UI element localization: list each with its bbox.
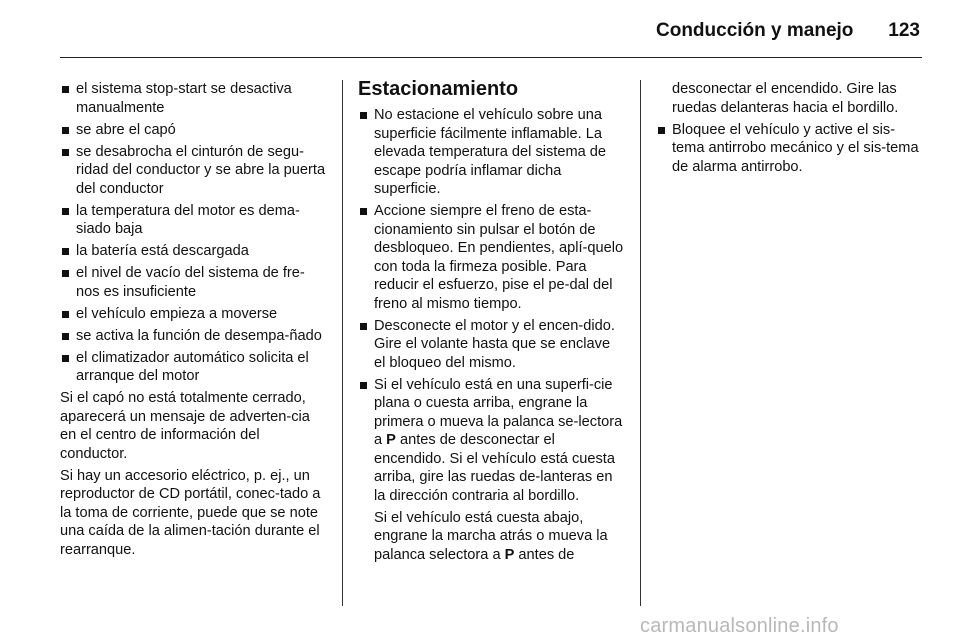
page-number: 123 [888, 20, 920, 41]
list-item: la batería está descargada [60, 242, 328, 261]
column-2 [358, 80, 624, 568]
list-item [358, 376, 624, 506]
list-item: la temperatura del motor es dema-siado baja [60, 202, 328, 239]
list-item: se desabrocha el cinturón de segu-ridad del conductor y se abre la puerta del conductor [60, 143, 328, 199]
column-divider-1 [342, 80, 343, 606]
section-title: Estacionamiento [358, 78, 519, 100]
list-item: el vehículo empieza a moverse [60, 305, 328, 324]
continuation-text: desconectar el encendido. Gire las ruedas delanteras hacia el bordillo. [672, 81, 899, 116]
column-divider-2 [640, 80, 641, 606]
condition-list [60, 80, 328, 386]
list-item: el sistema stop-start se desactiva manualmente [60, 80, 328, 117]
list-item: el nivel de vacío del sistema de fre-nos es insuficiente [60, 264, 328, 301]
gear-p-label: P [504, 546, 515, 563]
watermark: carmanualsonline.info [640, 615, 839, 637]
page-header [60, 0, 922, 60]
text-run: Si el vehículo está cuesta abajo, engrane la marcha atrás o mueva la palanca selectora a [374, 509, 608, 563]
text-run: antes de [514, 546, 575, 563]
text-run: Si el vehículo está en una superfi-cie plana o cuesta arriba, engrane la primera o mueva la palanca se-lectora a [374, 376, 623, 448]
list-item: el climatizador automático solicita el arranque del motor [60, 349, 328, 386]
parking-list-continued [656, 121, 922, 177]
paragraph: Si hay un accesorio eléctrico, p. ej., un reproductor de CD portátil, conec-tado a la toma de corriente, puede que se note una caída de la alimen-tación durante el rearranque. [60, 467, 321, 558]
list-item: Bloquee el vehículo y active el sis-tema antirrobo mecánico y el sis-tema de alarma antirrobo. [656, 121, 922, 177]
list-item: Accione siempre el freno de esta-cionamiento sin pulsar el botón de desbloqueo. En pendientes, aplí-quelo con toda la firmeza posible. Para reducir el esfuerzo, pise el pe-dal del freno al mismo tiempo. [358, 202, 624, 313]
text-run: antes de desconectar el encendido. Si el vehículo está cuesta arriba, gire las ruedas de-lanteras en la dirección contraria al bordillo. [374, 432, 615, 504]
list-item: se activa la función de desempa-ñado [60, 327, 328, 346]
parking-list [358, 106, 624, 564]
column-3 [656, 80, 922, 180]
paragraph: Si el capó no está totalmente cerrado, aparecerá un mensaje de adverten-cia en el centro de información del conductor. [60, 390, 310, 462]
chapter-title: Conducción y manejo [656, 20, 854, 41]
column-1 [60, 80, 328, 563]
list-item-continuation [358, 509, 624, 565]
list-item: Desconecte el motor y el encen-dido. Gire el volante hasta que se enclave el bloqueo del mismo. [358, 317, 624, 373]
header-rule [60, 57, 922, 58]
gear-p-label: P [386, 432, 396, 448]
list-item: No estacione el vehículo sobre una superficie fácilmente inflamable. La elevada temperatura del sistema de escape podría inflamar dicha superficie. [358, 106, 624, 199]
list-item: se abre el capó [60, 121, 328, 140]
